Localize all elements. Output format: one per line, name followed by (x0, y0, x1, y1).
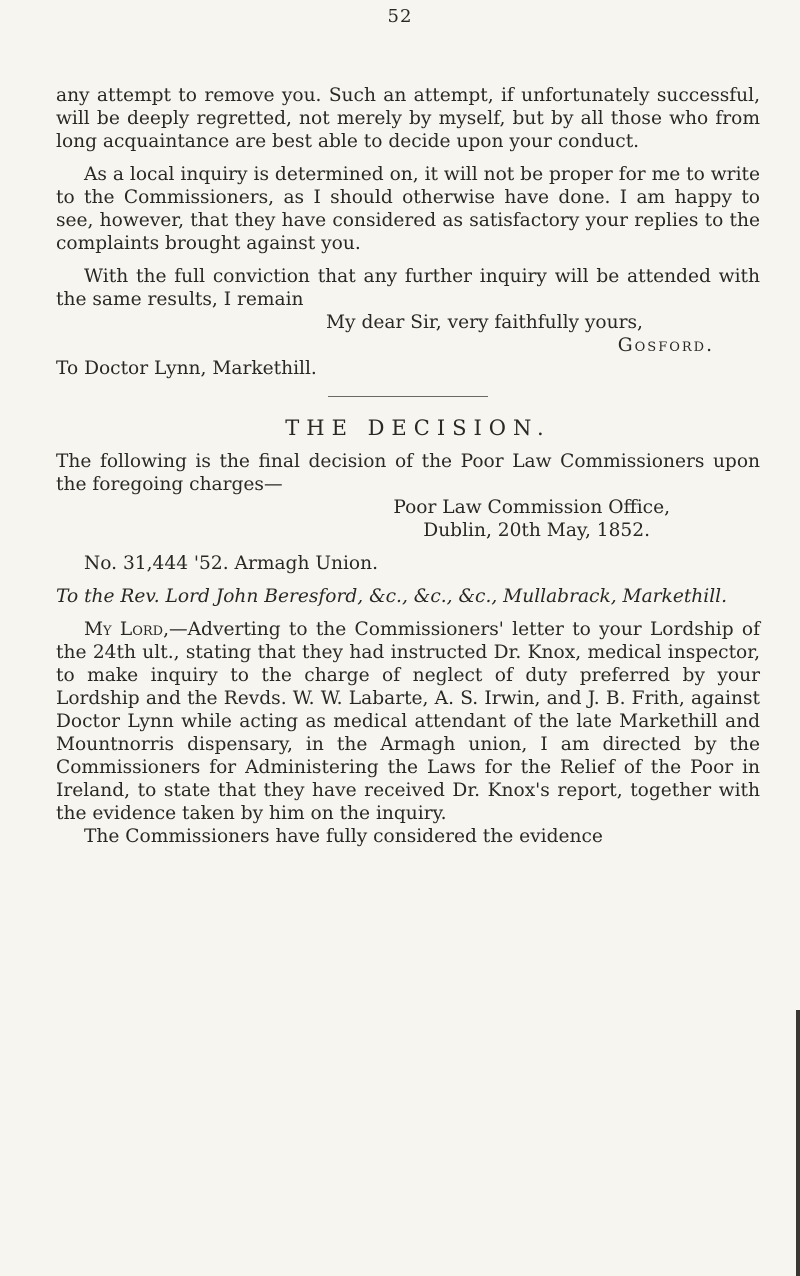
letter-addressee: To Doctor Lynn, Markethill. (56, 358, 317, 379)
letter-date: Dublin, 20th May, 1852. (423, 520, 650, 541)
section-heading: THE DECISION. (285, 416, 551, 440)
recipient-line: To the Rev. Lord John Beresford, &c., &c., &c., Mullabrack, Markethill. (56, 586, 728, 607)
paragraph (56, 618, 760, 825)
letter-section (56, 84, 760, 848)
office-address: Poor Law Commission Office, (393, 497, 670, 518)
letter-closing: My dear Sir, very faithfully yours, (326, 312, 643, 333)
letter-signature: Gosford. (617, 335, 714, 356)
page-edge-shadow (796, 1010, 800, 1276)
paragraph: With the full conviction that any further inquiry will be attended with the same results, I remain (56, 266, 760, 310)
salutation: My Lord, (84, 619, 170, 640)
reference-number: No. 31,444 '52. Armagh Union. (84, 553, 379, 574)
letter-body: —Adverting to the Commissioners' letter to your Lordship of the 24th ult., stating that they had instructed Dr. Knox, medical inspector, to make inquiry to the charge of neglect of duty preferred by your Lordship and the Revds. W. W. Labarte, A. S. Irwin, and J. B. Frith, against Doctor Lynn while acting as medical attendant of the late Markethill and Mountnorris dispensary, in the Armagh union, I am directed by the Commissioners for Administering the Laws for the Relief of the Poor in Ireland, to state that they have received Dr. Knox's report, together with the evidence taken by him on the inquiry. (56, 619, 760, 824)
paragraph: any attempt to remove you. Such an attempt, if unfortunately successful, will be deeply regretted, not merely by myself, but by all those who from long acquaintance are best able to decide upon your conduct. (56, 85, 760, 152)
paragraph: The Commissioners have fully considered the evidence (84, 826, 603, 847)
paragraph: The following is the final decision of the Poor Law Commissioners upon the foregoing charges— (56, 451, 760, 495)
page-number: 52 (387, 6, 413, 27)
section-divider (328, 396, 488, 397)
paragraph: As a local inquiry is determined on, it will not be proper for me to write to the Commissioners, as I should otherwise have done. I am happy to see, however, that they have considered as satisfactory your replies to the complaints brought against you. (56, 164, 760, 254)
